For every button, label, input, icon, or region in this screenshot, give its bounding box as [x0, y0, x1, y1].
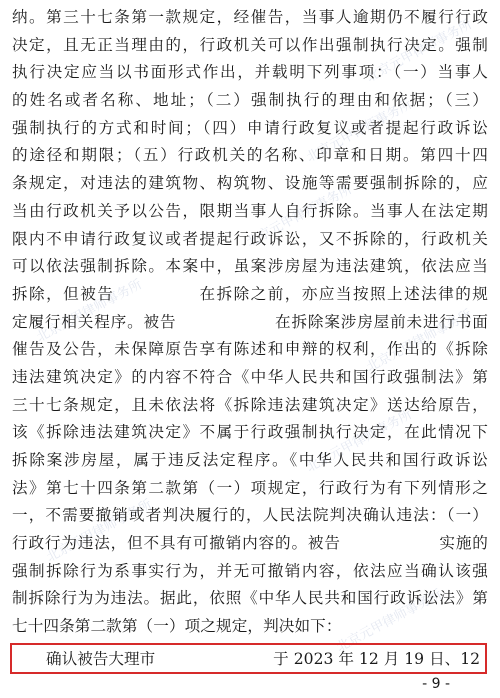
highlighted-text-part1: 确认被告大理市 — [46, 650, 156, 668]
highlighted-text-part2: 于 2023 年 12 月 19 日、12 — [273, 650, 481, 668]
text-line: 决定，且无正当理由的，行政机关可以作出强制执行决定。强制 — [12, 35, 488, 54]
watermark: 北京元甲律师事务所 — [44, 497, 155, 566]
text-line: 三十七条规定，且未依法将《拆除违法建筑决定》送达给原告， — [12, 395, 488, 414]
text-line: 拆除案涉房屋，属于违反法定程序。《中华人民共和国行政诉讼 — [12, 451, 488, 469]
watermark: 北京元甲律师事务所 — [244, 182, 355, 251]
page-number — [0, 676, 500, 692]
text-line: 行政行为违法，但不具有可撤销内容的。被告 实施的 — [12, 534, 488, 553]
text-line: 一，不需要撤销或者判决履行的，人民法院判决确认违法：（一） — [12, 506, 488, 525]
text-line: 制拆除行为为违法。据此，依照《中华人民共和国行政诉讼法》第 — [12, 589, 488, 608]
highlighted-judgment-line — [46, 648, 486, 670]
judgment-paragraph — [12, 4, 488, 641]
text-line: 条规定，对违法的建筑物、构筑物、设施等需要强制拆除的，应 — [12, 174, 488, 193]
text-line: 可以依法强制拆除。本案中，虽案涉房屋为违法建筑，依法应当 — [12, 257, 488, 276]
text-line: 定履行相关程序。被告 在拆除案涉房屋前未进行书面 — [12, 312, 488, 331]
watermark: 北京元甲律师事务所 — [364, 307, 475, 376]
text-line: 执行决定应当以书面形式作出，并载明下列事项：（一）当事人 — [12, 63, 488, 82]
watermark: 北京元甲律师事务所 — [34, 277, 145, 346]
text-line: 催告及公告，未保障原告享有陈述和申辩的权利，作出的《拆除 — [12, 340, 488, 359]
text-line: 违法建筑决定》的内容不符合《中华人民共和国行政强制法》第 — [12, 367, 488, 386]
text-line: 拆除，但被告 在拆除之前，亦应当按照上述法律的规 — [12, 284, 488, 303]
text-line: 的途径和期限；（五）行政机关的名称、印章和日期。第四十四 — [12, 146, 488, 165]
text-line: 当由行政机关予以公告，限期当事人自行拆除。当事人在法定期 — [12, 201, 488, 220]
text-line: 强制执行的方式和时间；（四）申请行政复议或者提起行政诉讼 — [12, 118, 488, 137]
text-line: 的姓名或者名称、地址；（二）强制执行的理由和依据；（三） — [12, 91, 488, 110]
page-number-text: - 9 - — [422, 676, 450, 692]
watermark: 北京元甲律师事务所 — [334, 587, 445, 656]
watermark: 北京元甲律师事务所 — [304, 407, 415, 476]
watermark: 北京元甲律师事务所 — [304, 97, 415, 166]
text-line: 七十四条第二款第（一）项之规定，判决如下： — [12, 617, 342, 636]
text-line: 该《拆除违法建筑决定》不属于行政强制执行决定，在此情况下 — [12, 423, 488, 442]
text-line: 限内不申请行政复议或者提起行政诉讼，又不拆除的，行政机关 — [12, 229, 488, 248]
text-line: 强制拆除行为系事实行为，并无可撤销内容，依法应当确认该强 — [12, 561, 488, 580]
text-line: 法》第七十四条第二款第（一）项规定，行政行为有下列情形之 — [12, 478, 488, 497]
text-line: 纳。第三十七条第一款规定，经催告，当事人逾期仍不履行行政 — [12, 8, 488, 26]
watermark: 北京元甲律师事务所 — [364, 17, 475, 86]
